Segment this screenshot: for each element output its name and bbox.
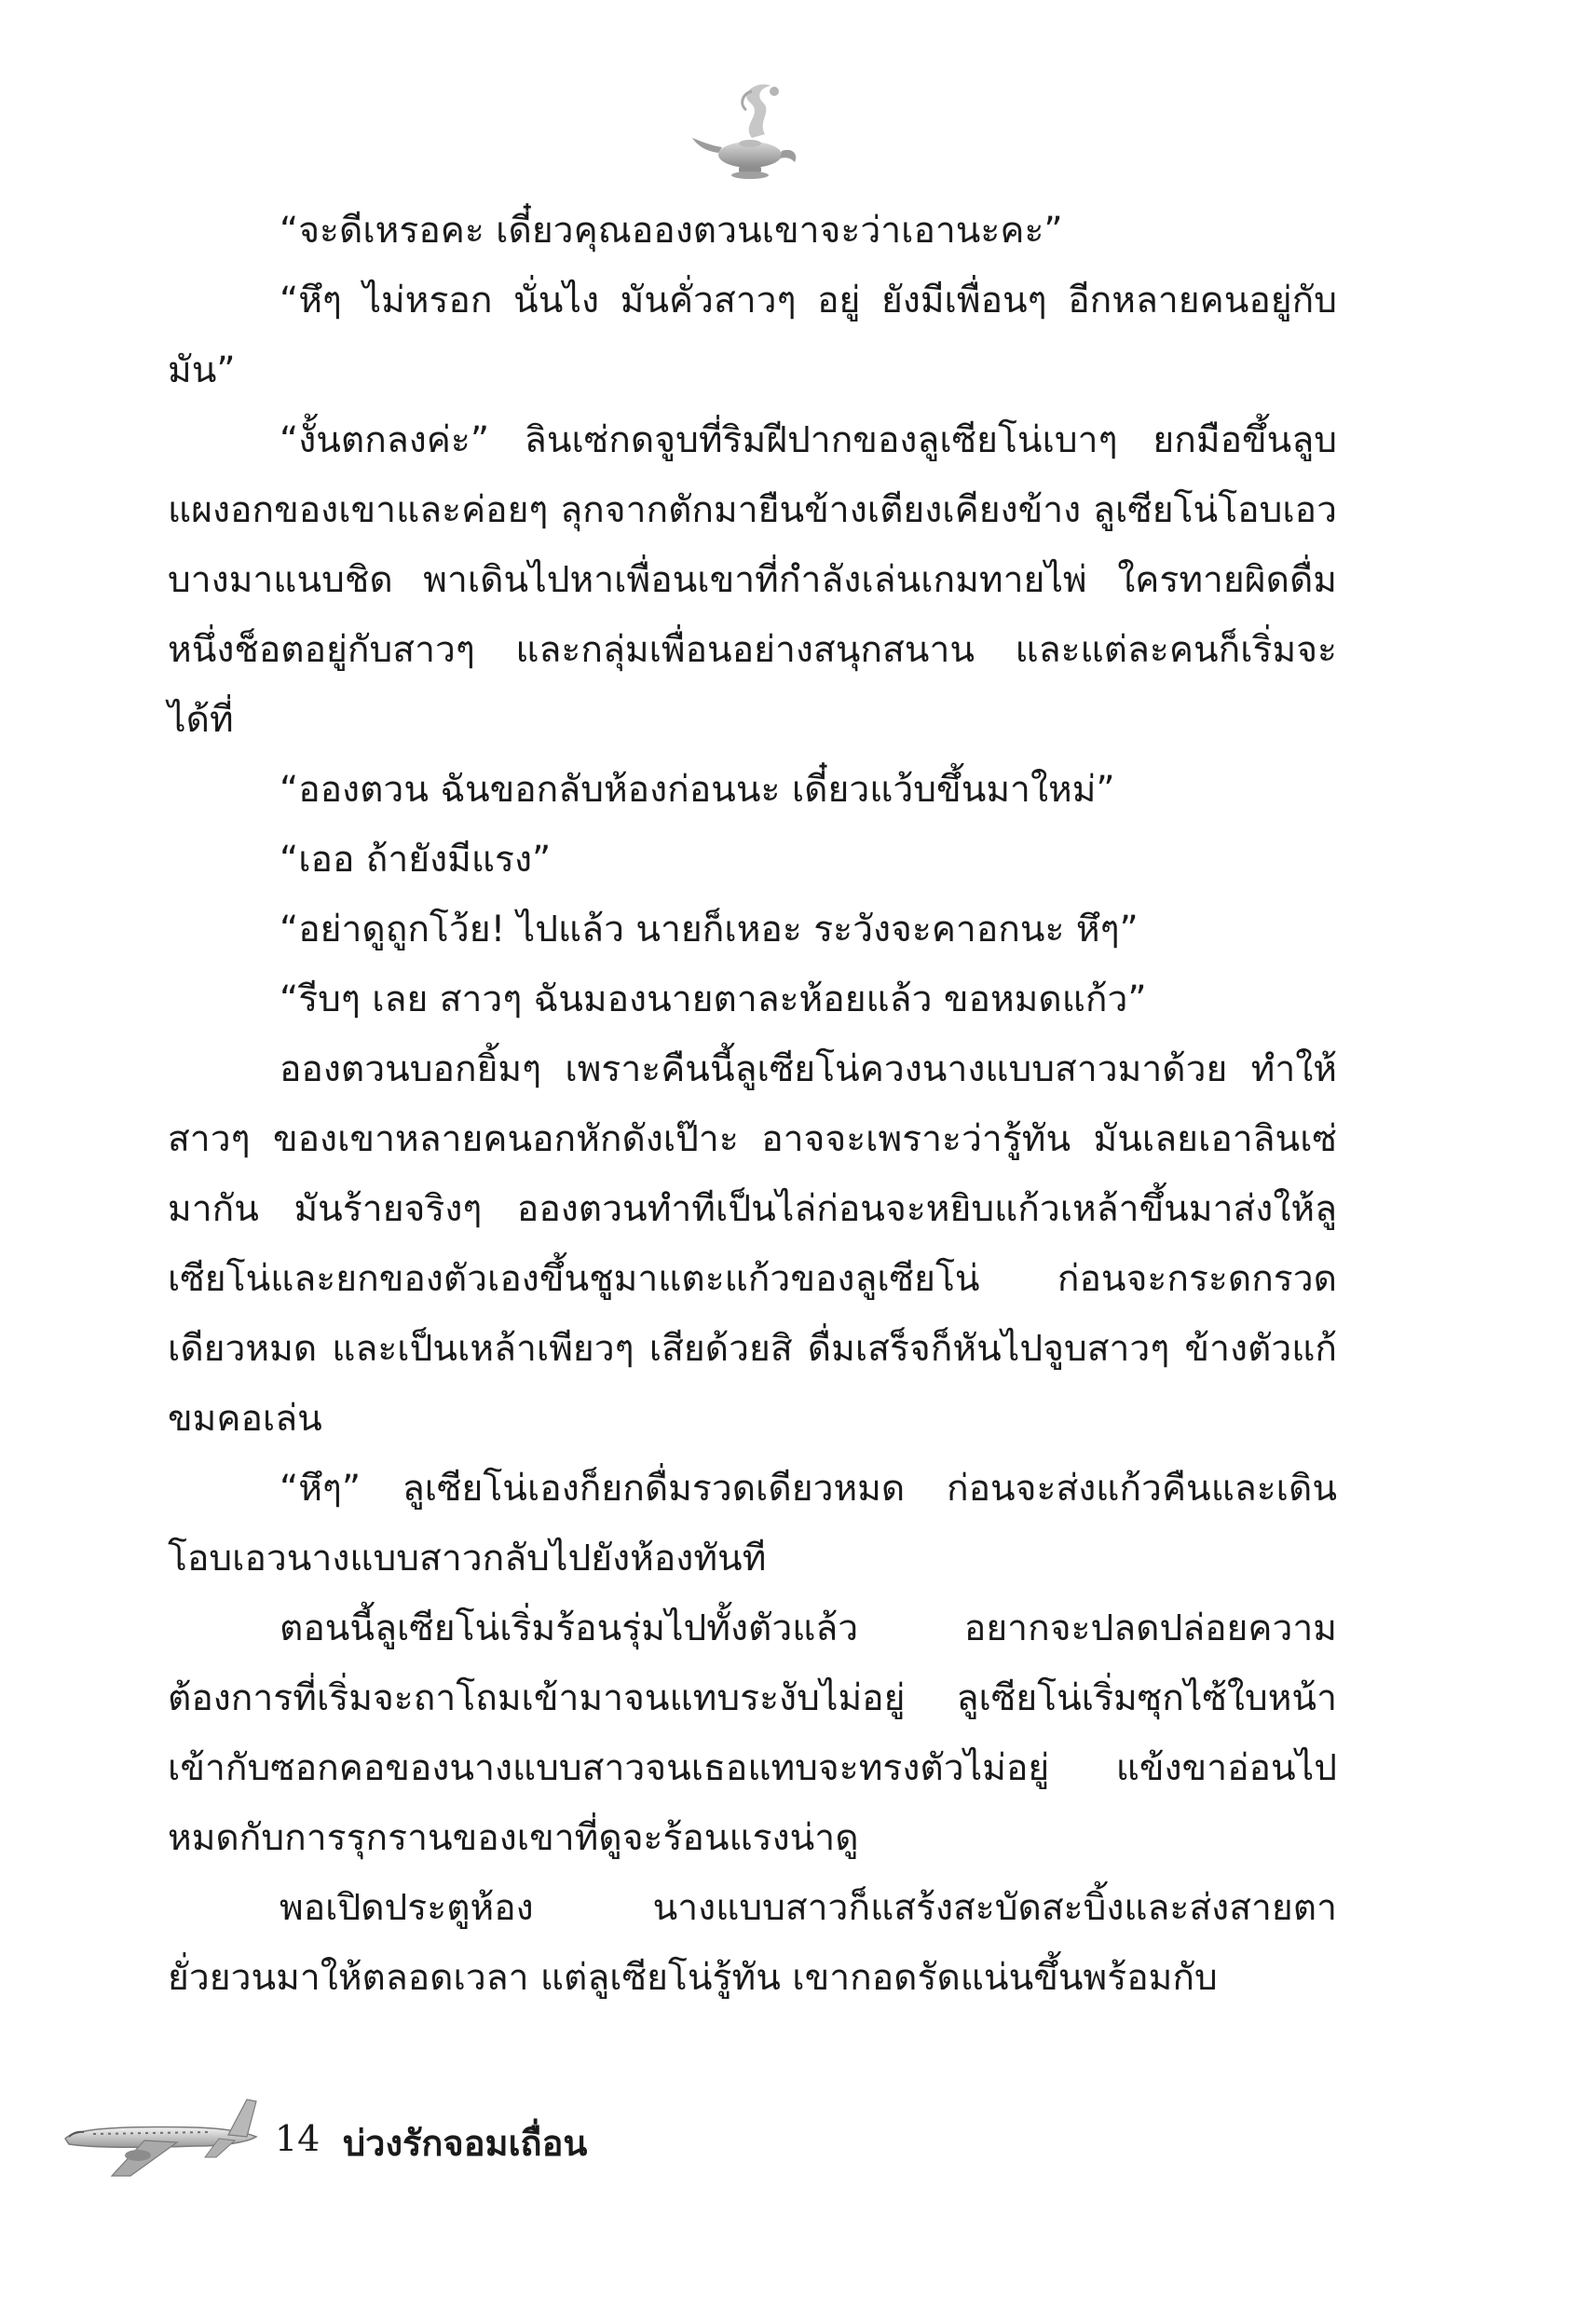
body-text	[168, 196, 1337, 2013]
paragraph: “งั้นตกลงค่ะ” ลินเซ่กดจูบที่ริมฝีปากของลูเซียโน่เบาๆ ยกมือขึ้นลูบแผงอกของเขาและค่อยๆ ลุกจากตักมายืนข้างเตียงเคียงข้าง ลูเซียโน่โอบเอวบางมาแนบชิด พาเดินไปหาเพื่อนเขาที่กำลังเล่นเกมทายไพ่ ใครทายผิดดื่มหนึ่งช็อตอยู่กับสาวๆ และกลุ่มเพื่อนอย่างสนุกสนาน และแต่ละคนก็เริ่มจะได้ที่	[168, 419, 1337, 741]
paragraph: “หึๆ ไม่หรอก นั่นไง มันคั่วสาวๆ อยู่ ยังมีเพื่อนๆ อีกหลายคนอยู่กับมัน”	[168, 280, 1337, 391]
airplane-icon	[56, 2083, 270, 2185]
paragraph: “อองตวน ฉันขอกลับห้องก่อนนะ เดี๋ยวแว้บขึ้นมาใหม่”	[280, 769, 1115, 811]
page-number: 14	[275, 2118, 321, 2159]
paragraph: “อย่าดูถูกโว้ย! ไปแล้ว นายก็เหอะ ระวังจะคาอกนะ หึๆ”	[280, 909, 1139, 950]
paragraph: “หึๆ” ลูเซียโน่เองก็ยกดื่มรวดเดียวหมด ก่อนจะส่งแก้วคืนและเดินโอบเอวนางแบบสาวกลับไปยังห้องทันที	[168, 1468, 1337, 1579]
paragraph: “จะดีเหรอคะ เดี๋ยวคุณอองตวนเขาจะว่าเอานะคะ”	[280, 210, 1063, 252]
paragraph: ตอนนี้ลูเซียโน่เริ่มร้อนรุ่มไปทั้งตัวแล้ว อยากจะปลดปล่อยความต้องการที่เริ่มจะถาโถมเข้ามาจนแทบระงับไม่อยู่ ลูเซียโน่เริ่มซุกไซ้ใบหน้าเข้ากับซอกคอของนางแบบสาวจนเธอแทบจะทรงตัวไม่อยู่ แข้งขาอ่อนไปหมดกับการรุกรานของเขาที่ดูจะร้อนแรงน่าดู	[168, 1607, 1337, 1859]
paragraph: พอเปิดประตูห้อง นางแบบสาวก็แสร้งสะบัดสะบิ้งและส่งสายตายั่วยวนมาให้ตลอดเวลา แต่ลูเซียโน่รู้ทัน เขากอดรัดแน่นขึ้นพร้อมกับ	[168, 1887, 1337, 1999]
page-footer	[56, 2083, 708, 2195]
paragraph: อองตวนบอกยิ้มๆ เพราะคืนนี้ลูเซียโน่ควงนางแบบสาวมาด้วย ทำให้สาวๆ ของเขาหลายคนอกหักดังเป๊าะ อาจจะเพราะว่ารู้ทัน มันเลยเอาลินเซ่มากัน มันร้ายจริงๆ อองตวนทำทีเป็นไล่ก่อนจะหยิบแก้วเหล้าขึ้นมาส่งให้ลูเซียโน่และยกของตัวเองขึ้นชูมาแตะแก้วของลูเซียโน่ ก่อนจะกระดกรวดเดียวหมด และเป็นเหล้าเพียวๆ เสียด้วยสิ ดื่มเสร็จก็หันไปจูบสาวๆ ข้างตัวแก้ขมคอเล่น	[168, 1048, 1337, 1440]
book-title: บ่วงรักจอมเถื่อน	[343, 2123, 588, 2164]
paragraph: “เออ ถ้ายังมีแรง”	[280, 839, 552, 881]
paragraph: “รีบๆ เลย สาวๆ ฉันมองนายตาละห้อยแล้ว ขอหมดแก้ว”	[280, 978, 1147, 1020]
genie-lamp-icon	[685, 73, 815, 185]
